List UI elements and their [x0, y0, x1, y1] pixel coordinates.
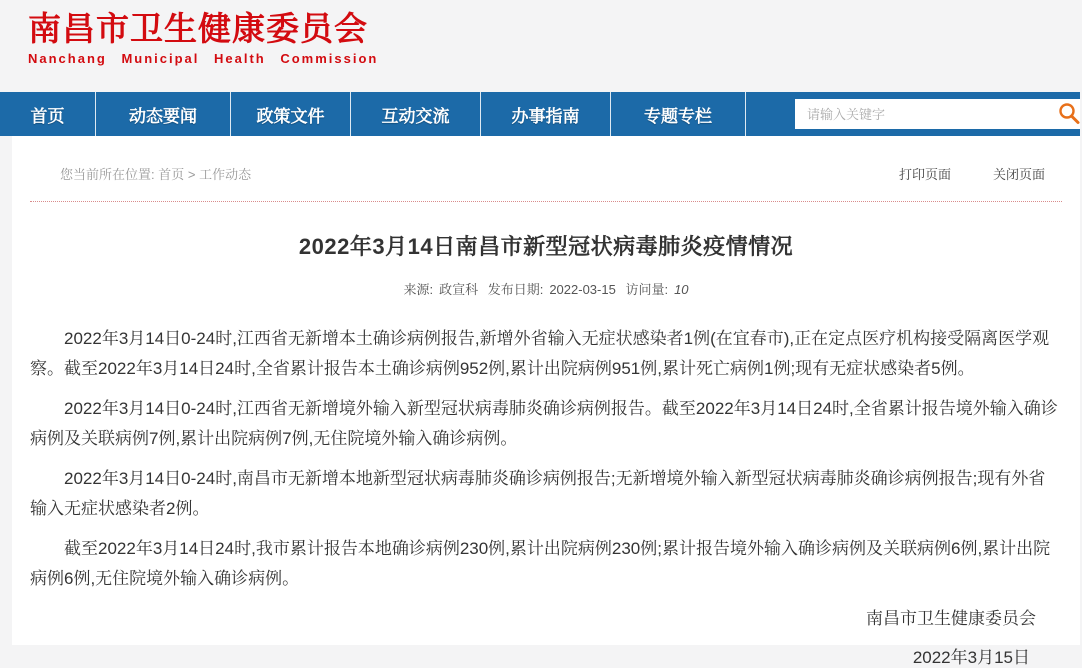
nav-item-topics[interactable]: 专题专栏 — [611, 92, 746, 136]
site-logo-subtitle: Nanchang Municipal Health Commission — [28, 51, 379, 67]
breadcrumb-home-link[interactable]: 首页 — [158, 167, 185, 182]
article-paragraph: 截至2022年3月14日24时,我市累计报告本地确诊病例230例,累计出院病例230例;累计报告境外输入确诊病例及关联病例6例,累计出院病例6例,无住院境外输入确诊病例。 — [30, 539, 1051, 588]
site-header — [0, 0, 1080, 92]
article-signature: 南昌市卫生健康委员会 — [866, 609, 1036, 628]
article-paragraph: 2022年3月14日0-24时,江西省无新增本土确诊病例报告,新增外省输入无症状感染者1例(在宜春市),正在定点医疗机构接受隔离医学观察。截至2022年3月14日24时,全省累计报告本土确诊病例952例,累计出院病例951例,累计死亡病例1例;现有无症状感染者5例。 — [30, 329, 1050, 378]
meta-date-value: 2022-03-15 — [549, 282, 616, 297]
meta-visits-value: 10 — [674, 282, 689, 297]
nav-item-home[interactable]: 首页 — [0, 92, 96, 136]
search-input[interactable] — [795, 99, 1056, 129]
nav-item-news[interactable]: 动态要闻 — [96, 92, 231, 136]
search-icon[interactable] — [1056, 101, 1082, 127]
print-page-link[interactable]: 打印页面 — [898, 167, 951, 182]
main-nav — [0, 92, 1080, 136]
breadcrumb-separator: > — [187, 167, 196, 182]
article-body — [30, 324, 1062, 594]
close-page-link[interactable]: 关闭页面 — [992, 167, 1045, 182]
breadcrumb-prefix: 您当前所在位置: — [60, 167, 155, 182]
article-meta — [30, 279, 1062, 298]
red-dotted-divider — [30, 201, 1062, 202]
meta-source-value: 政宣科 — [439, 282, 479, 297]
search-box — [795, 99, 1080, 129]
site-logo-title: 南昌市卫生健康委员会 — [28, 10, 368, 47]
article-title: 2022年3月14日南昌市新型冠状病毒肺炎疫情情况 — [298, 234, 794, 259]
nav-item-guide[interactable]: 办事指南 — [481, 92, 611, 136]
content-panel — [12, 136, 1080, 667]
toolbar-row — [12, 136, 1080, 183]
breadcrumb — [60, 164, 251, 183]
nav-item-interaction[interactable]: 互动交流 — [351, 92, 481, 136]
article-paragraph: 2022年3月14日0-24时,南昌市无新增本地新型冠状病毒肺炎确诊病例报告;无新增境外输入新型冠状病毒肺炎确诊病例报告;现有外省输入无症状感染者2例。 — [30, 469, 1046, 518]
meta-source-label: 来源: — [403, 282, 434, 297]
nav-item-policy[interactable]: 政策文件 — [231, 92, 351, 136]
article-paragraph: 2022年3月14日0-24时,江西省无新增境外输入新型冠状病毒肺炎确诊病例报告。截至2022年3月14日24时,全省累计报告境外输入确诊病例及关联病例7例,累计出院病例7例,无住院境外输入确诊病例。 — [30, 399, 1058, 448]
article-date: 2022年3月15日 — [912, 648, 1030, 667]
article — [12, 230, 1080, 668]
page-actions — [899, 164, 1045, 183]
meta-date-label: 发布日期: — [487, 282, 544, 297]
meta-visits-label: 访问量: — [625, 282, 669, 297]
breadcrumb-section-link[interactable]: 工作动态 — [199, 167, 252, 182]
